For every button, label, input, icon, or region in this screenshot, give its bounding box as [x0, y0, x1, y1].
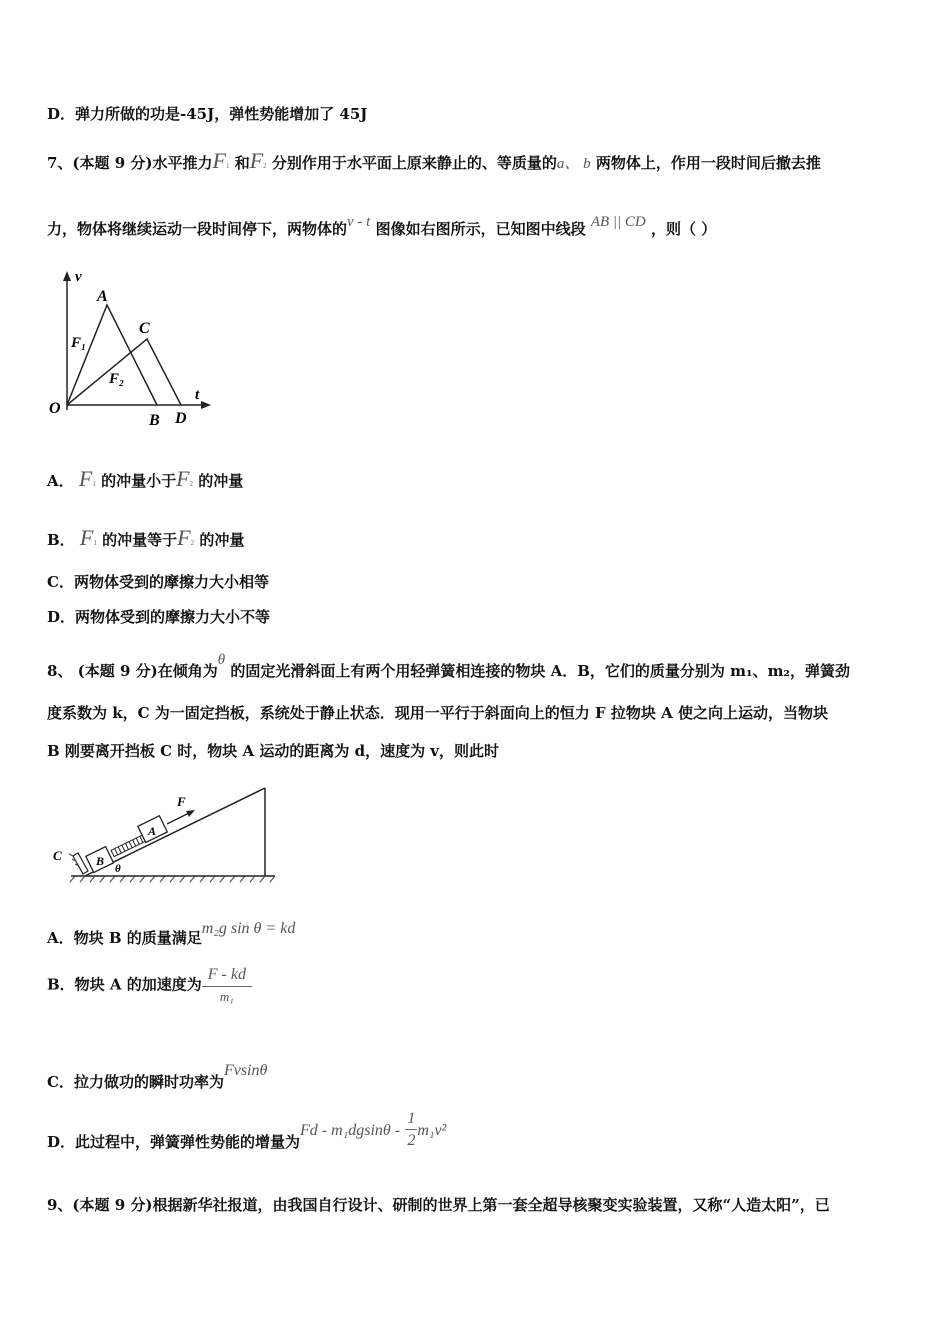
opt-b-text-1: 的冲量等于 [102, 531, 178, 549]
label-d: D [175, 410, 187, 427]
opt-a-text-1: 的冲量小于 [101, 472, 177, 490]
label-f1: F₁ [71, 335, 87, 351]
math-sub: 1 [92, 480, 96, 488]
ground-hatch [70, 876, 275, 882]
question-9-line-1: 9、(本题 9 分)根据新华社报道，由我国自行设计、研制的世界上第一套全超导核聚变实验装置，又称“人造太阳”，已 [47, 1196, 830, 1214]
option-d-q7: D．两物体受到的摩擦力大小不等 [47, 608, 271, 626]
label-force: F [177, 794, 186, 809]
math-ab: a、 b [556, 156, 591, 172]
math-f1: F [212, 148, 226, 173]
option-a-q7 [47, 466, 243, 492]
question-8-line-1 [47, 652, 850, 681]
frac-num: F - kd [202, 966, 252, 987]
label-o: O [49, 400, 61, 417]
option-c-q7: C．两物体受到的摩擦力大小相等 [47, 573, 269, 591]
frac-num: 1 [405, 1110, 417, 1130]
math-f1: F [78, 466, 93, 491]
opt-d8-text: D．此过程中，弹簧弹性势能的增量为 [47, 1133, 301, 1151]
opt-a8-text: A．物块 B 的质量满足 [47, 929, 202, 947]
math-f2: F [176, 466, 190, 491]
q8-text-2: 的固定光滑斜面上有两个用轻弹簧相连接的物块 A．B，它们的质量分别为 m₁、m₂，弹簧劲 [230, 662, 851, 680]
q7-text-6: 图像如右图所示，已知图中线段 [375, 220, 586, 238]
opt-a-text-2: 的冲量 [198, 472, 244, 490]
label-b: B [149, 412, 160, 429]
opt-b8-text: B．物块 A 的加速度为 [47, 975, 202, 994]
math-theta: θ [217, 652, 226, 668]
label-t: t [195, 387, 200, 403]
incline-diagram [45, 780, 285, 890]
math-vt: v - t [347, 214, 371, 230]
question-7-line-2 [47, 214, 716, 239]
math-f2: F [249, 148, 264, 173]
math-f2: F [177, 525, 191, 550]
option-d-q8 [47, 1110, 446, 1152]
math-a8: m₂g sin θ = kd [201, 920, 296, 937]
math-d8-2: m₁v² [417, 1122, 447, 1139]
option-b-q8 [47, 966, 252, 1005]
fraction-b8 [202, 966, 252, 1005]
math-sub: 1 [225, 162, 230, 170]
option-c-q8 [47, 1062, 267, 1092]
math-sub: 2 [189, 480, 194, 488]
label-c: C [139, 320, 150, 337]
t-axis-arrow [201, 401, 211, 409]
opt-c8-text: C．拉力做功的瞬时功率为 [47, 1073, 224, 1091]
q8-text-1: 8、 (本题 9 分)在倾角为 [47, 662, 218, 680]
v-axis-arrow [63, 271, 71, 281]
label-block-a: A [148, 824, 157, 838]
q7-text-3: 分别作用于水平面上原来静止的、等质量的 [271, 154, 557, 172]
question-8-line-2: 度系数为 k，C 为一固定挡板，系统处于静止状态．现用一平行于斜面向上的恒力 F 拉物块 A 使之向上运动，当物块 [47, 704, 828, 722]
math-sub: 2 [263, 162, 267, 170]
opt-b-label: B． [47, 531, 75, 549]
math-sub: 2 [190, 539, 195, 547]
question-8-line-3: B 刚要离开挡板 C 时，物块 A 运动的距离为 d，速度为 v，则此时 [47, 742, 500, 760]
frac-den: m₁ [219, 989, 234, 1004]
label-theta: θ [115, 863, 121, 875]
frac-den: 2 [407, 1132, 416, 1149]
vt-graph [45, 265, 215, 430]
q7-text-1: 7、(本题 9 分)水平推力 [47, 154, 213, 172]
force-arrowhead [186, 810, 195, 817]
q7-text-5: 力，物体将继续运动一段时间停下，两物体的 [47, 220, 348, 238]
fraction-half [405, 1110, 417, 1150]
label-barrier-c: C [53, 848, 62, 863]
math-abcd: AB || CD [590, 214, 646, 230]
math-c8: Fvsinθ [223, 1062, 268, 1079]
label-a: A [97, 288, 108, 305]
opt-b-text-2: 的冲量 [199, 531, 245, 549]
q7-text-2: 和 [234, 154, 250, 172]
math-sub: 1 [93, 539, 97, 547]
label-f2: F₂ [109, 371, 125, 387]
q7-text-4: 两物体上，作用一段时间后撤去推 [595, 154, 821, 172]
label-v: v [75, 269, 82, 285]
opt-a-label: A． [47, 472, 74, 490]
q7-text-7: ，则（ ） [650, 220, 717, 238]
option-d-q6: D．弹力所做的功是-45J，弹性势能增加了 45J [47, 105, 368, 123]
label-block-b: B [96, 854, 105, 868]
option-a-q8 [47, 920, 295, 948]
question-7-line-1 [47, 148, 821, 174]
math-d8-1: Fd - m₁dgsinθ - [300, 1122, 401, 1139]
math-f1: F [79, 525, 94, 550]
option-b-q7 [47, 525, 244, 551]
